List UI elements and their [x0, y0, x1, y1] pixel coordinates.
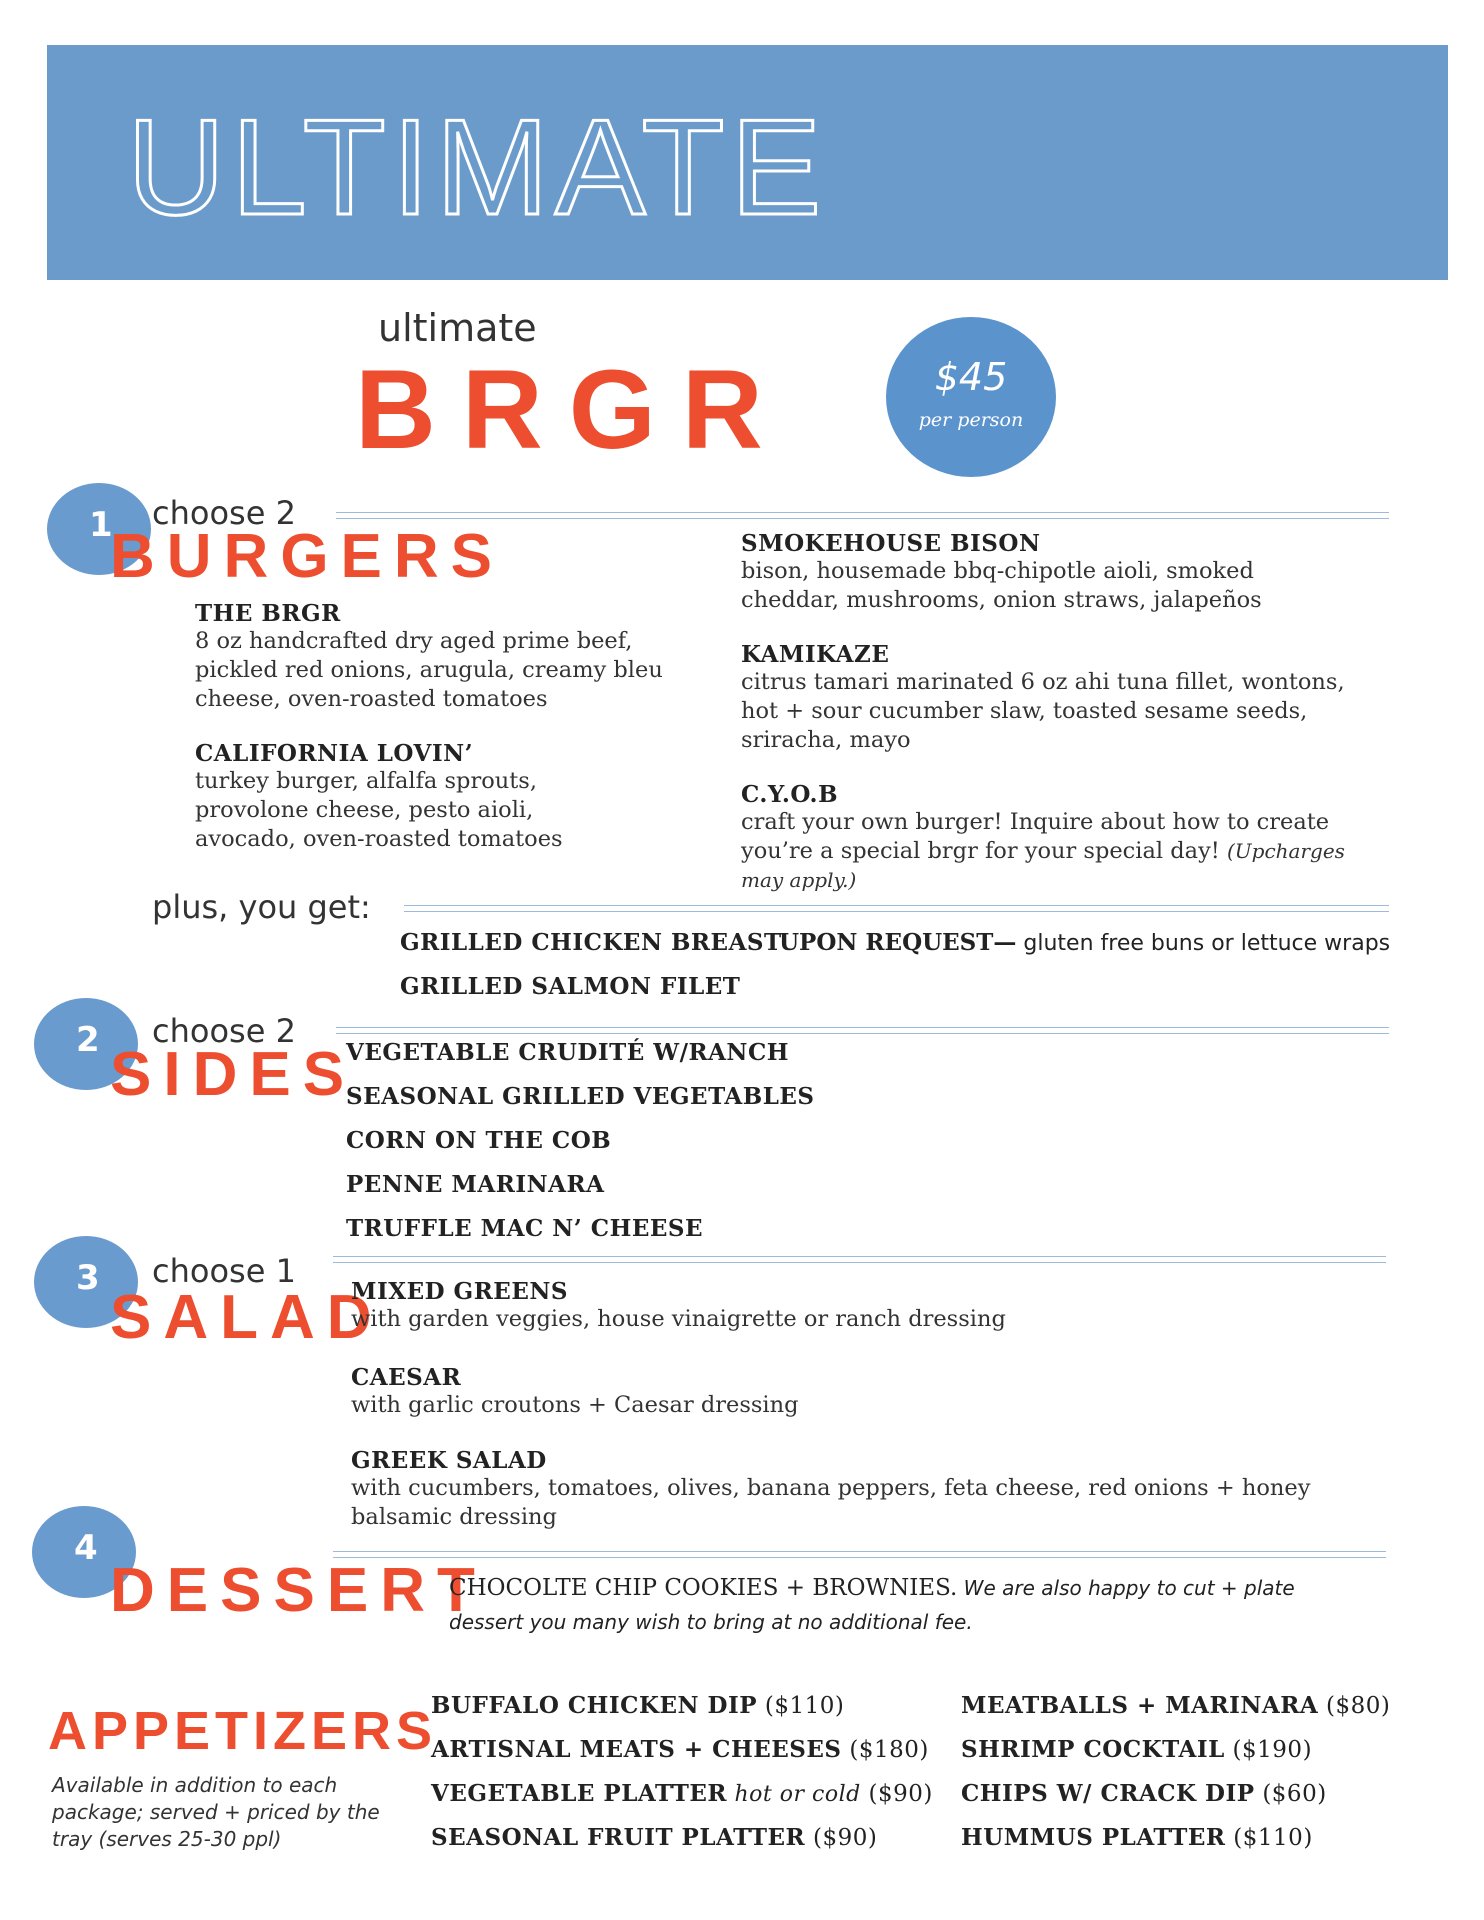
upon-request-label: UPON REQUEST— — [779, 929, 1017, 956]
salad-mixed-greens — [351, 1278, 1401, 1334]
dessert-title: DESSERT — [110, 1556, 487, 1625]
burger-cyob — [741, 781, 1431, 895]
item-desc-line: you’re a special brgr for your special day! (Upcharges — [741, 838, 1345, 864]
appetizers-title: APPETIZERS — [48, 1701, 438, 1761]
item-desc-line: cheese, oven-roasted tomatoes — [195, 686, 548, 712]
item-name: CAESAR — [351, 1364, 462, 1391]
price-badge — [886, 317, 1056, 477]
burger-california-lovin — [195, 740, 715, 854]
item-name: C.Y.O.B — [741, 781, 839, 808]
package-title: BRGR — [355, 347, 789, 472]
side-item: CORN ON THE COB — [346, 1127, 612, 1154]
side-item: TRUFFLE MAC N’ CHEESE — [346, 1215, 704, 1242]
upon-request-text: gluten free buns or lettuce wraps — [1016, 931, 1391, 956]
burgers-title: BURGERS — [110, 522, 505, 591]
item-desc-line: 8 oz handcrafted dry aged prime beef, — [195, 628, 633, 654]
dessert-item: CHOCOLTE CHIP COOKIES + BROWNIES. — [449, 1575, 958, 1601]
item-name: CALIFORNIA LOVIN’ — [195, 740, 474, 767]
plus-item-salmon: GRILLED SALMON FILET — [400, 973, 741, 1000]
appetizer-item: CHIPS W/ CRACK DIP ($60) — [961, 1780, 1327, 1807]
item-desc-line: balsamic dressing — [351, 1504, 557, 1530]
burger-smokehouse-bison — [741, 530, 1421, 615]
item-desc-line: cheddar, mushrooms, onion straws, jalapeños — [741, 587, 1262, 613]
upcharge-note: (Upcharges — [1226, 839, 1345, 863]
section-number-3: 3 — [34, 1236, 138, 1328]
burgers-rule — [336, 512, 1389, 519]
banner-title: ULTIMATE — [127, 91, 828, 243]
item-desc-line: may apply.) — [741, 868, 857, 892]
side-item: PENNE MARINARA — [346, 1171, 605, 1198]
plus-rule — [404, 905, 1389, 912]
item-desc-line: avocado, oven-roasted tomatoes — [195, 826, 563, 852]
burgers-choose: choose 2 — [152, 494, 296, 532]
item-desc-line: with garlic croutons + Caesar dressing — [351, 1392, 799, 1418]
salad-rule — [333, 1256, 1386, 1263]
salad-greek — [351, 1447, 1431, 1532]
item-name: SMOKEHOUSE BISON — [741, 530, 1041, 557]
item-name: KAMIKAZE — [741, 641, 890, 668]
item-desc-line: bison, housemade bbq-chipotle aioli, smoked — [741, 558, 1254, 584]
dessert-note-line: dessert you many wish to bring at no additional fee. — [449, 1610, 973, 1634]
side-item: VEGETABLE CRUDITÉ W/RANCH — [346, 1039, 789, 1066]
appetizer-item: MEATBALLS + MARINARA ($80) — [961, 1692, 1391, 1719]
dessert-description — [449, 1575, 1409, 1601]
appetizer-item: BUFFALO CHICKEN DIP ($110) — [431, 1692, 845, 1719]
item-desc-line: pickled red onions, arugula, creamy bleu — [195, 657, 663, 683]
plus-item-chicken: GRILLED CHICKEN BREAST — [400, 929, 782, 956]
appetizer-item: HUMMUS PLATTER ($110) — [961, 1824, 1313, 1851]
plus-label: plus, you get: — [152, 888, 371, 926]
appetizer-item: ARTISNAL MEATS + CHEESES ($180) — [431, 1736, 929, 1763]
section-number-4: 4 — [32, 1506, 136, 1598]
appetizer-item: SEASONAL FRUIT PLATTER ($90) — [431, 1824, 878, 1851]
item-desc-line: with garden veggies, house vinaigrette or ranch dressing — [351, 1306, 1006, 1332]
upon-request — [779, 929, 1390, 956]
item-name: THE BRGR — [195, 600, 341, 627]
item-name: MIXED GREENS — [351, 1278, 568, 1305]
appetizers-note: Available in addition to each package; served + priced by the tray (serves 25-30 ppl) — [52, 1773, 380, 1851]
dessert-rule — [333, 1551, 1386, 1558]
burger-the-brgr — [195, 600, 715, 714]
item-desc-line: sriracha, mayo — [741, 727, 911, 753]
item-desc-line: craft your own burger! Inquire about how to create — [741, 809, 1330, 835]
package-subtitle: ultimate — [378, 306, 537, 350]
price-amount: $45 — [934, 355, 1008, 399]
sides-title: SIDES — [110, 1040, 357, 1109]
item-desc-line: turkey burger, alfalfa sprouts, — [195, 768, 537, 794]
item-desc-line: with cucumbers, tomatoes, olives, banana peppers, feta cheese, red onions + honey — [351, 1475, 1311, 1501]
item-name: GREEK SALAD — [351, 1447, 547, 1474]
price-unit: per person — [918, 409, 1024, 431]
item-desc-line: citrus tamari marinated 6 oz ahi tuna fillet, wontons, — [741, 669, 1345, 695]
salad-choose: choose 1 — [152, 1252, 296, 1290]
dessert-note: We are also happy to cut + plate — [957, 1576, 1295, 1600]
sides-rule — [336, 1027, 1389, 1034]
side-item: SEASONAL GRILLED VEGETABLES — [346, 1083, 815, 1110]
burger-kamikaze — [741, 641, 1421, 755]
section-number-2: 2 — [34, 998, 138, 1090]
item-desc-line: hot + sour cucumber slaw, toasted sesame seeds, — [741, 698, 1308, 724]
item-desc-line: provolone cheese, pesto aioli, — [195, 797, 534, 823]
section-number-1: 1 — [47, 483, 151, 575]
appetizer-item: VEGETABLE PLATTER hot or cold ($90) — [431, 1780, 933, 1807]
sides-choose: choose 2 — [152, 1012, 296, 1050]
salad-title: SALAD — [110, 1283, 384, 1352]
salad-caesar — [351, 1364, 1401, 1420]
appetizer-item: SHRIMP COCKTAIL ($190) — [961, 1736, 1313, 1763]
